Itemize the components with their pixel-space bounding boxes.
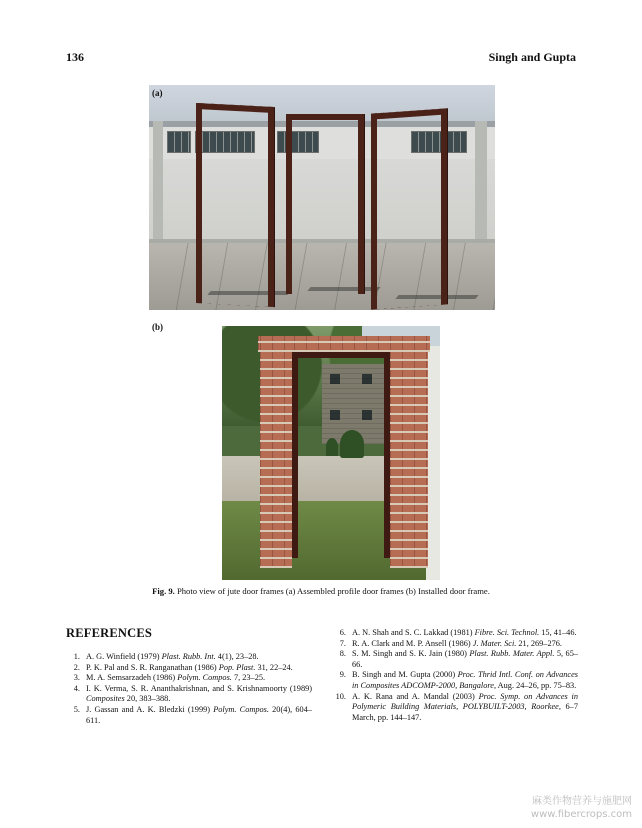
caption-label: Fig. 9. — [152, 586, 175, 596]
photo-installed-door-frame — [222, 326, 440, 580]
pillar — [475, 121, 487, 243]
door-frame-left — [196, 103, 274, 307]
pillar — [153, 121, 163, 243]
watermark-line-1: 麻类作物营养与施肥网 — [532, 796, 632, 807]
figure-caption — [66, 586, 576, 596]
page-number: 136 — [66, 50, 84, 64]
reference-item: 5. J. Gassan and A. K. Bledzki (1999) Polym. Compos. 20(4), 604–611. — [73, 705, 312, 725]
reference-item: 8. S. M. Singh and S. K. Jain (1980) Plast. Rubb. Mater. Appl. 5, 65–66. — [339, 649, 578, 669]
references-list-left — [68, 652, 312, 726]
reference-item: 6. A. N. Shah and S. C. Lakkad (1981) Fibre. Sci. Technol. 15, 41–46. — [339, 628, 577, 637]
installed-door-frame — [292, 352, 390, 558]
references-list-right — [334, 628, 578, 723]
brick-column-right — [390, 336, 428, 568]
reference-item: 10. A. K. Rana and A. Mandal (2003) Proc. Symp. on Advances in Polymeric Building Materials, POLYBUILT-2003, Roorkee, 6–7 March, pp. 144–147. — [335, 691, 578, 722]
reference-item: 1. A. G. Winfield (1979) Plast. Rubb. Int. 4(1), 23–28. — [73, 652, 259, 661]
references-heading: REFERENCES — [66, 626, 153, 640]
panel-b-label: (b) — [152, 322, 163, 332]
caption-text: Photo view of jute door frames (a) Assembled profile door frames (b) Installed door frame. — [174, 586, 490, 596]
reference-item: 2. P. K. Pal and S. R. Ranganathan (1986) Pop. Plast. 31, 22–24. — [73, 662, 293, 672]
reference-item: 4. I. K. Verma, S. R. Ananthakrishnan, and S. Krishnamoorty (1989) Composites 20, 383–388. — [73, 683, 312, 704]
watermark-line-2: www.fibercrops.com — [530, 808, 632, 820]
reference-item: 3. M. A. Semsarzadeh (1986) Polym. Compos. 7, 23–25. — [73, 673, 266, 683]
watermark — [531, 796, 632, 821]
brick-column-left — [260, 336, 292, 568]
running-head: Singh and Gupta — [488, 50, 576, 64]
door-frame-middle — [286, 114, 364, 294]
white-pillar — [426, 346, 440, 580]
photo-assembled-door-frames — [149, 85, 495, 310]
door-frame-right — [371, 108, 447, 309]
panel-a-label: (a) — [152, 88, 163, 98]
reference-item: 9. B. Singh and M. Gupta (2000) Proc. Thrid Intl. Conf. on Advances in Composites ADCOMP-2000, Bangalore, Aug. 24–26, pp. 75–83. — [339, 670, 578, 691]
window — [167, 131, 191, 153]
reference-item: 7. R. A. Clark and M. P. Ansell (1986) J. Mater. Sci. 21, 269–276. — [339, 638, 562, 648]
